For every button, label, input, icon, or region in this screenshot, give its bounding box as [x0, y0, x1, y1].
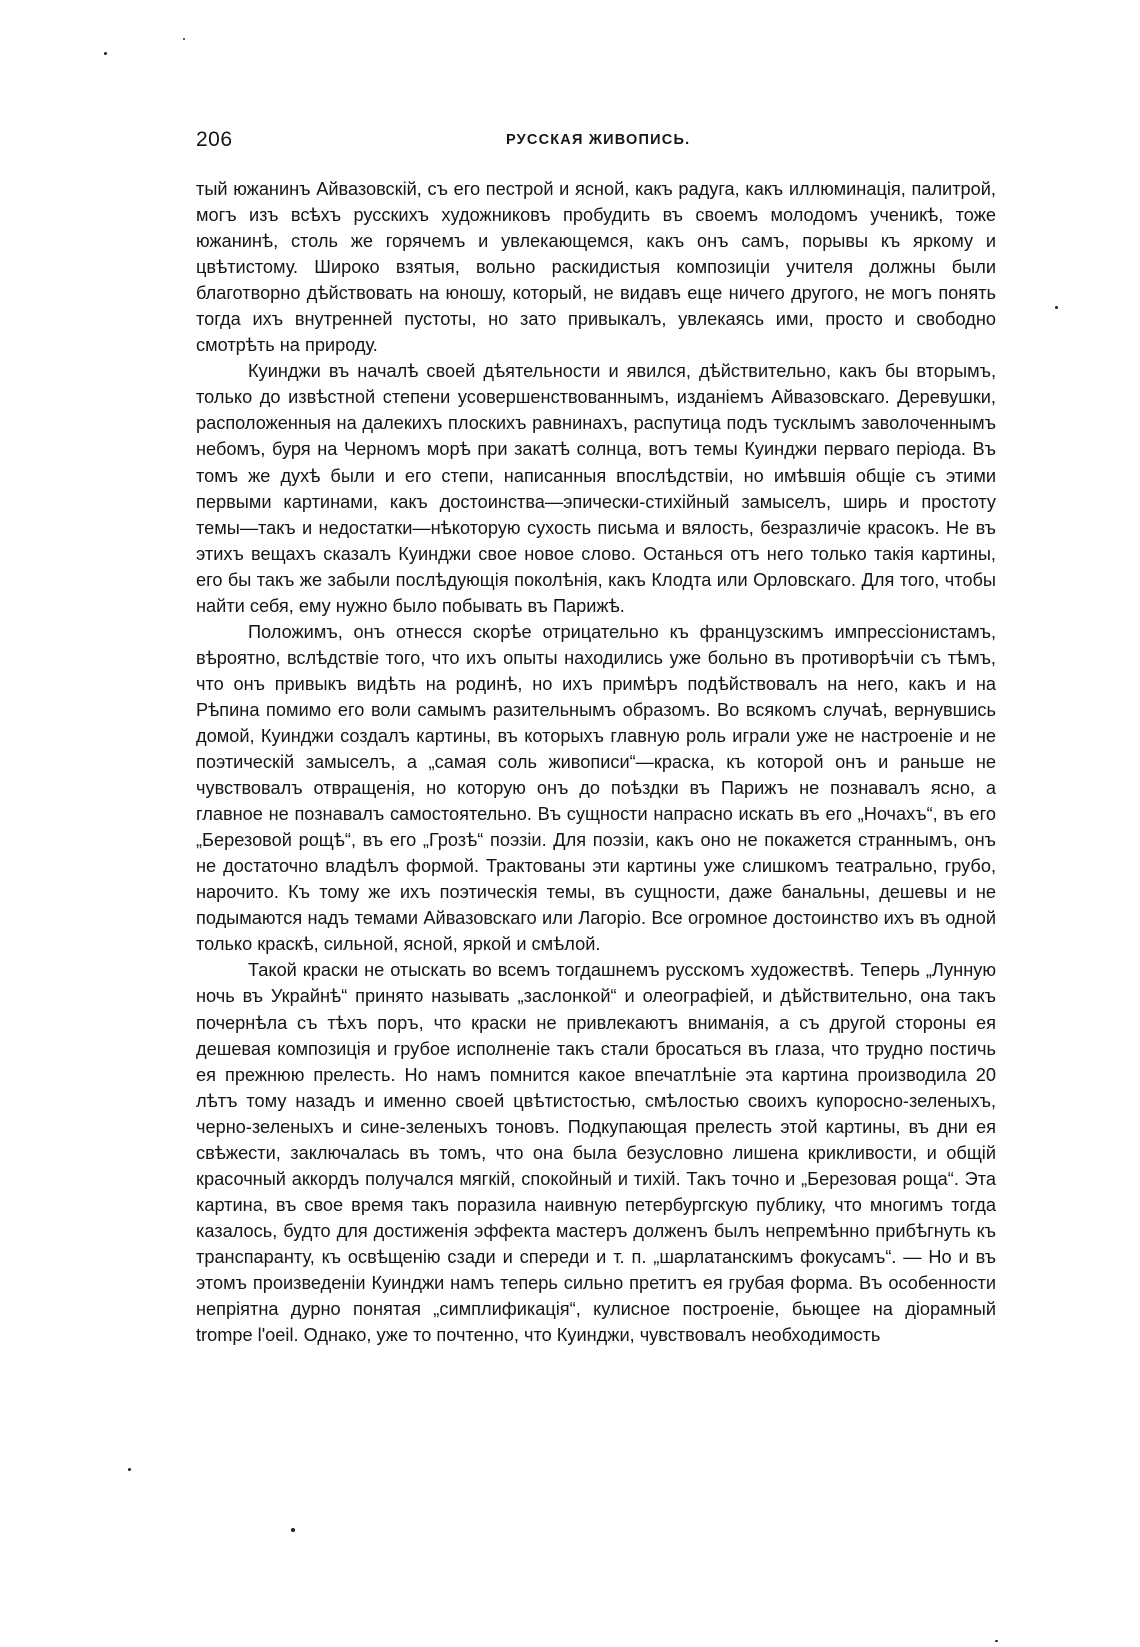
running-title: РУССКАЯ ЖИВОПИСЬ. — [506, 132, 691, 148]
scan-speck — [995, 1640, 998, 1642]
scan-speck — [291, 1528, 295, 1532]
paragraph-4: Такой краски не отыскать во всемъ тогдашнемъ русскомъ художествѣ. Теперь „Лунную ночь въ Украйнѣ“ принято называть „заслонкой“ и олеографіей, и дѣйствительно, она такъ почернѣла съ тѣхъ поръ, что краски не привлекаютъ вниманія, а съ другой стороны ея дешевая композиція и грубое исполненіе такъ стали бросаться въ глаза, что трудно постичь ея прежнюю прелесть. Но намъ помнится какое впечатлѣніе эта картина производила 20 лѣтъ тому назадъ и именно своей цвѣтистостью, смѣлостью своихъ купоросно-зеленыхъ, черно-зеленыхъ и сине-зеленыхъ тоновъ. Подкупающая прелесть этой картины, въ дни ея свѣжести, заключалась въ томъ, что она была безусловно лишена крикливости, и общій красочный аккордъ получался мягкій, спокойный и тихій. Такъ точно и „Березовая роща“. Эта картина, въ свое время такъ поразила наивную петербургскую публику, что многимъ тогда казалось, будто для достиженія эффекта мастеръ долженъ былъ непремѣнно прибѣгнуть къ транспаранту, къ освѣщенію сзади и спереди и т. п. „шарлатанскимъ фокусамъ“. — Но и въ этомъ произведеніи Куинджи намъ теперь сильно претитъ ея грубая форма. Въ особенности непріятна дурно понятая „симплификація“, кулисное построеніе, бьющее на діорамный trompe l'oeil. Однако, уже то почтенно, что Куинджи, чувствовалъ необходимость — [196, 960, 996, 1346]
scan-speck — [1055, 306, 1058, 309]
paragraph-3: Положимъ, онъ отнесся скорѣе отрицательно къ французскимъ импрессіонистамъ, вѣроятно, вслѣдствіе того, что ихъ опыты находились уже больно въ противорѣчіи съ тѣмъ, что онъ привыкъ видѣть на родинѣ, но ихъ примѣръ подѣйствовалъ на него, какъ и на Рѣпина помимо его воли самымъ разительнымъ образомъ. Во всякомъ случаѣ, вернувшись домой, Куинджи создалъ картины, въ которыхъ главную роль играли уже не настроеніе и не поэтическій замыселъ, а „самая соль живописи“—краска, къ которой онъ и раньше не чувствовалъ отвращенія, но которую онъ до поѣздки въ Парижъ не познавалъ ясно, а главное не познавалъ самостоятельно. Въ сущности напрасно искать въ его „Ночахъ“, въ его „Березовой рощѣ“, въ его „Грозѣ“ поэзіи. Для поэзіи, какъ оно не покажется страннымъ, онъ не достаточно владѣлъ формой. Трактованы эти картины уже слишкомъ театрально, грубо, нарочито. Къ тому же ихъ поэтическія темы, въ сущности, даже банальны, дешевы и не подымаются надъ темами Айвазовскаго или Лагоріо. Все огромное достоинство ихъ въ одной только краскѣ, сильной, ясной, яркой и смѣлой. — [196, 621, 996, 955]
page-header — [196, 128, 996, 158]
page-number: 206 — [196, 128, 233, 151]
paragraph-2: Куинджи въ началѣ своей дѣятельности и явился, дѣйствительно, какъ бы вторымъ, только до извѣстной степени усовершенствованнымъ, изданіемъ Айвазовскаго. Деревушки, расположенныя на далекихъ плоскихъ равнинахъ, распутица подъ тусклымъ заволоченнымъ небомъ, буря на Черномъ морѣ при закатѣ солнца, вотъ темы Куинджи перваго періода. Въ томъ же духѣ были и его степи, написанныя впослѣдствіи, но имѣвшія общіе съ этими первыми картинами, какъ достоинства—эпически-стихійный замыселъ, ширь и простоту темы—такъ и недостатки—нѣкоторую сухость письма и вялость, безразличіе красокъ. Не въ этихъ вещахъ сказалъ Куинджи свое новое слово. Останься отъ него только такія картины, его бы такъ же забыли послѣдующія поколѣнія, какъ Клодта или Орловскаго. Для того, чтобы найти себя, ему нужно было побывать въ Парижѣ. — [196, 361, 996, 616]
scan-speck — [128, 1468, 131, 1471]
body-text — [196, 176, 996, 1348]
scan-speck — [104, 52, 107, 55]
paragraph-1: тый южанинъ Айвазовскій, съ его пестрой и ясной, какъ радуга, какъ иллюминація, палитрой, могъ изъ всѣхъ русскихъ художниковъ пробудить въ своемъ молодомъ ученикѣ, тоже южанинѣ, столь же горячемъ и увлекающемся, какъ онъ самъ, порывы къ яркому и цвѣтистому. Широко взятыя, вольно раскидистыя композиціи учителя должны были благотворно дѣйствовать на юношу, который, не видавъ еще ничего другого, не могъ понять тогда ихъ внутренней пустоты, но зато привыкалъ, увлекаясь ими, просто и свободно смотрѣть на природу. — [196, 179, 996, 356]
scan-speck — [183, 38, 185, 40]
